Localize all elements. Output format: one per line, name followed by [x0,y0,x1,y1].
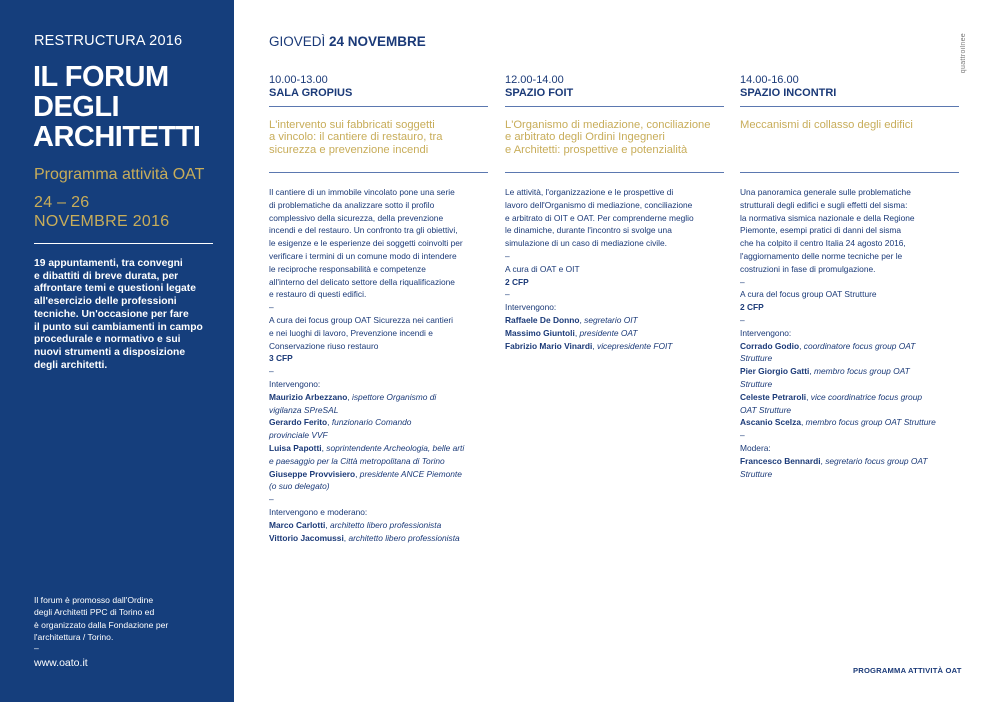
description-line [269,468,494,481]
intro-line: degli architetti. [34,359,108,371]
description-line [269,416,494,429]
speaker-role: funzionario Comando [331,417,412,428]
session-description [505,186,730,352]
speaker-name: Celeste Petraroli [740,391,807,402]
topic-line: a vincolo: il cantiere di restauro, tra [269,131,443,144]
description-line [740,263,965,276]
description-text: , [355,468,360,479]
description-line [740,404,965,417]
description-text: , [799,340,804,351]
speaker-role: architetto libero professionista [348,532,460,543]
speaker-name: 3 CFP [269,353,293,364]
forum-title-line: DEGLI [33,91,120,123]
website-link[interactable]: www.oato.it [34,657,88,669]
session-room: SPAZIO FOIT [505,87,574,99]
description-line [269,212,494,225]
speaker-role: presidente OAT [579,327,638,338]
description-text: lavoro dell'Organismo di mediazione, conciliazione [505,199,693,210]
forum-title-line: ARCHITETTI [33,121,201,153]
description-line [269,442,494,455]
description-line [505,212,730,225]
description-text: costruzioni in fase di promulgazione. [740,263,876,274]
speaker-name: Ascanio Scelza [740,417,801,428]
description-line [269,455,494,468]
topic-line: e arbitrato degli Ordini Ingegneri [505,131,665,144]
description-line [740,416,965,429]
speaker-role: architetto libero professionista [329,519,442,530]
promo-line: l'architettura / Torino. [34,631,114,642]
speaker-role: soprintendente Archeologia, belle arti [326,442,465,453]
speaker-role: (o suo delegato) [269,481,330,492]
description-line [505,314,730,327]
speaker-role: OAT Strutture [740,404,792,415]
description-text: simulazione di un caso di mediazione civile. [505,238,667,249]
description-line [740,224,965,237]
description-text: e arbitrato di OIT e OAT. Per comprenderne meglio [505,212,694,223]
day-date: 24 NOVEMBRE [329,34,426,49]
description-text: , [321,442,327,453]
description-line [740,212,965,225]
description-text: , [347,391,352,402]
description-text: , [343,532,349,543]
description-line [269,327,494,340]
description-line [740,288,965,301]
description-line [269,429,494,442]
event-dates-month: NOVEMBRE 2016 [34,213,170,230]
description-line [269,288,494,301]
description-line [505,263,730,276]
description-line [269,237,494,250]
description-line [505,237,730,250]
speaker-role: segretario focus group OAT [825,455,928,466]
description-text: – [269,494,274,505]
description-line [269,506,494,519]
description-text: l'aggiornamento delle norme tecniche per le [740,250,903,261]
description-line [269,340,494,353]
description-text: la normativa sismica nazionale e della Regione [740,212,915,223]
intro-line: procedurale e normativo e sui [34,334,181,346]
promo-line: è organizzato dalla Fondazione per [34,619,169,630]
session-room: SPAZIO INCONTRI [740,87,837,99]
day-name: GIOVEDÌ [269,34,330,49]
day-heading [269,34,426,49]
speaker-role: Strutture [740,353,773,364]
description-text: Intervengono: [269,378,321,389]
description-text: Modera: [740,442,771,453]
description-text: – [740,314,745,325]
program-subtitle: Programma attività OAT [34,166,205,183]
speaker-name: Raffaele De Donno [505,314,580,325]
column-rule [505,172,724,173]
intro-line: affrontare temi e questioni legate [34,283,196,295]
description-line [740,429,965,442]
description-line [505,250,730,263]
session-column [505,74,725,351]
description-line [269,263,494,276]
description-line [740,250,965,263]
description-line [269,224,494,237]
description-text: le reciproche responsabilità e competenze [269,263,426,274]
column-rule [269,172,488,173]
description-line [269,378,494,391]
description-line [740,442,965,455]
description-line [505,327,730,340]
studio-logo: quattroilnee [960,33,967,74]
description-line [269,314,494,327]
promo-line: degli Architetti PPC di Torino ed [34,607,155,618]
speaker-name: Vittorio Jacomussi [269,532,344,543]
description-text: verificare i termini di un comune modo di intendere [269,250,457,261]
speaker-role: vigilanza SPreSAL [269,404,339,415]
description-line [740,352,965,365]
session-time: 10.00-13.00 [269,74,328,86]
session-description [740,186,965,480]
intro-line: all'esercizio delle professioni [34,296,177,308]
description-text: Il cantiere di un immobile vincolato pone una serie [269,187,455,197]
description-line [269,199,494,212]
session-column [269,74,489,543]
description-line [740,199,965,212]
speaker-name: Corrado Godio [740,340,800,351]
description-line [269,276,494,289]
column-rule [740,172,959,173]
speaker-name: Luisa Papotti [269,442,322,453]
description-text: , [806,391,811,402]
intro-line: 19 appuntamenti, tra convegni [34,258,183,269]
description-line [505,301,730,314]
session-description [269,186,494,544]
description-line [740,365,965,378]
description-line [740,378,965,391]
description-line [269,480,494,493]
description-line [269,186,494,199]
description-text: le esigenze e le esperienze dei soggetti coinvolti per [269,238,463,249]
speaker-name: 2 CFP [740,302,764,313]
description-text: strutturali degli edifici e sugli effetti del sisma: [740,199,908,210]
description-line [740,276,965,289]
description-text: , [325,519,330,530]
forum-title [33,62,200,152]
description-line [505,224,730,237]
description-text: Conservazione riuso restauro [269,340,379,351]
promo-line: Il forum è promosso dall'Ordine [34,595,154,605]
speaker-name: Maurizio Arbezzano [269,391,348,402]
description-text: , [579,314,585,325]
description-text: – [505,250,510,261]
intro-text [34,258,224,372]
description-text: Intervengono: [740,327,792,338]
speaker-name: Massimo Giuntoli [505,327,575,338]
description-line [505,340,730,353]
description-text: le dinamiche, durante l'incontro si svolge una [505,225,672,236]
speaker-name: Giuseppe Provvisiero [269,468,356,479]
speaker-name: Francesco Bennardi [740,455,821,466]
description-text: che ha colpito il centro Italia 24 agosto 2016, [740,238,906,249]
speaker-role: ispettore Organismo di [351,391,437,402]
intro-line: e dibattiti di breve durata, per [34,270,179,282]
description-text: , [592,340,597,351]
description-line [269,365,494,378]
promo-separator: – [34,643,39,653]
description-text: – [269,366,274,377]
description-text: Intervengono: [505,302,557,313]
topic-line: L'Organismo di mediazione, conciliazione [505,119,711,131]
speaker-role: e paesaggio per la Città metropolitana di Torino [269,455,445,466]
description-text: di problematiche da analizzare sotto il profilo [269,199,435,210]
session-topic [505,119,730,156]
description-line [740,340,965,353]
topic-line: e Architetti: prospettive e potenzialità [505,143,688,156]
description-text: incendi e del restauro. Un confronto tra gli obiettivi, [269,225,458,236]
speaker-name: 2 CFP [505,276,529,287]
description-text: all'interno del delicato settore della riqualificazione [269,276,455,287]
description-line [269,352,494,365]
speaker-name: Fabrizio Mario Vinardi [505,340,593,351]
description-line [505,276,730,289]
description-text: e restauro di questi edifici. [269,289,367,300]
session-time: 12.00-14.00 [505,74,564,86]
speaker-role: Strutture [740,468,773,479]
description-text: A cura del focus group OAT Strutture [740,289,877,300]
speaker-name: Gerardo Ferito [269,417,328,428]
column-rule [505,106,724,107]
intro-line: nuovi strumenti a disposizione [34,346,186,358]
description-line [269,404,494,417]
description-line [269,301,494,314]
topic-line: L'intervento sui fabbricati soggetti [269,119,435,131]
speaker-role: Strutture [740,378,773,389]
description-text: – [740,276,745,287]
session-column [740,74,960,479]
description-line [740,455,965,468]
description-text: , [327,417,332,428]
topic-line: sicurezza e prevenzione incendi [269,143,429,156]
description-line [269,250,494,263]
session-time: 14.00-16.00 [740,74,799,86]
speaker-role: vice coordinatrice focus group [810,391,923,402]
description-text: Piemonte, esempi pratici di danni del sisma [740,225,902,236]
description-line [740,237,965,250]
speaker-role: membro focus group OAT [814,366,910,377]
description-line [505,288,730,301]
speaker-role: provinciale VVF [269,430,328,441]
description-text: , [574,327,580,338]
description-text: A cura di OAT e OIT [505,263,580,274]
description-text: complessivo della sicurezza, della prevenzione [269,212,444,223]
speaker-role: segretario OIT [584,314,638,325]
column-rule [740,106,959,107]
session-room: SALA GROPIUS [269,87,353,99]
description-line [740,186,965,199]
description-line [269,493,494,506]
promoter-text [34,594,224,643]
description-line [740,327,965,340]
topic-line: Meccanismi di collasso degli edifici [740,119,913,131]
speaker-role: membro focus group OAT Strutture [805,417,936,428]
description-text: – [740,430,745,441]
speaker-role: vicepresidente FOIT [597,340,673,351]
session-topic [740,119,965,131]
speaker-name: Pier Giorgio Gatti [740,366,810,377]
description-text: , [809,366,814,377]
intro-line: il punto sui cambiamenti in campo [34,321,203,333]
description-text: – [505,289,510,300]
description-line [269,532,494,545]
speaker-name: Marco Carlotti [269,519,326,530]
speaker-role: coordinatore focus group OAT [803,340,916,351]
forum-title-line: IL FORUM [33,61,169,93]
description-line [505,199,730,212]
event-series-label: RESTRUCTURA 2016 [34,33,183,49]
description-line [740,301,965,314]
event-dates [34,193,170,231]
description-line [269,519,494,532]
speaker-role: presidente ANCE Piemonte [359,468,462,479]
description-text: e nei luoghi di lavoro, Prevenzione incendi e [269,327,433,338]
description-line [740,468,965,481]
sidebar-panel [0,0,234,702]
description-text: , [800,417,806,428]
description-text: Una panoramica generale sulle problematiche [740,187,911,197]
session-topic [269,119,494,156]
description-text: – [269,302,274,313]
description-text: Intervengono e moderano: [269,506,368,517]
description-line [505,186,730,199]
intro-line: tecniche. Un'occasione per fare [34,308,189,320]
description-line [269,391,494,404]
page-footer: PROGRAMMA ATTIVITÀ OAT [853,666,962,675]
description-text: A cura dei focus group OAT Sicurezza nei cantieri [269,314,454,325]
description-text: , [820,455,826,466]
description-text: Le attività, l'organizzazione e le prospettive di [505,187,674,197]
description-line [740,314,965,327]
sidebar-divider [34,243,213,244]
column-rule [269,106,488,107]
description-line [740,391,965,404]
event-dates-days: 24 – 26 [34,194,90,211]
